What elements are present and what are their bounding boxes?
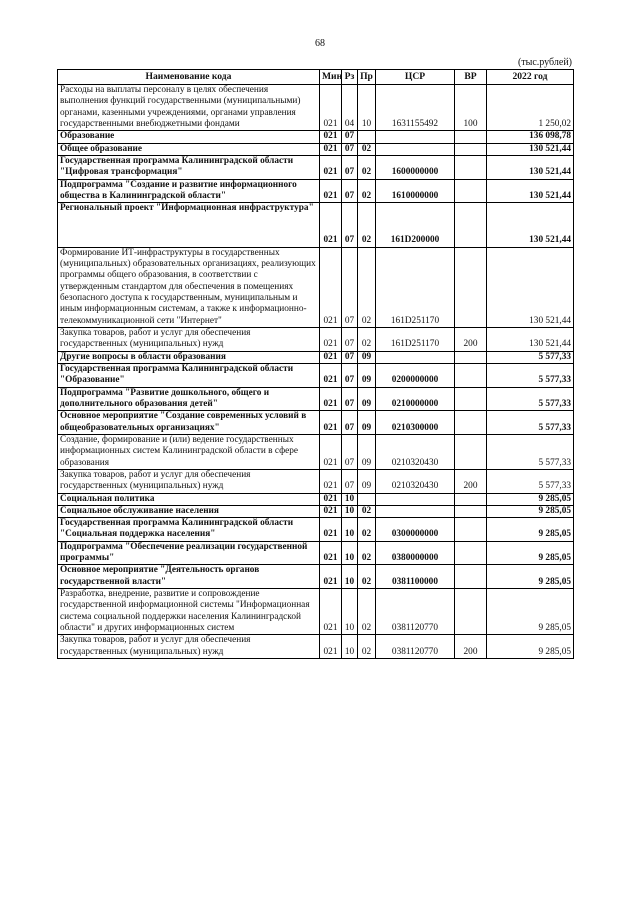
cell-csr [376, 493, 455, 505]
cell-csr: 0210300000 [376, 411, 455, 435]
cell-amount: 9 285,05 [487, 635, 574, 659]
cell-min: 021 [320, 131, 342, 143]
cell-min: 021 [320, 469, 342, 493]
cell-vr [455, 179, 487, 203]
cell-csr: 0381100000 [376, 565, 455, 589]
cell-min: 021 [320, 85, 342, 131]
cell-min: 021 [320, 635, 342, 659]
cell-name: Государственная программа Калининградской области "Цифровая трансформация" [58, 155, 320, 179]
cell-csr: 161D251170 [376, 327, 455, 351]
cell-rz: 10 [342, 541, 358, 565]
cell-min: 021 [320, 363, 342, 387]
cell-pr: 10 [358, 85, 376, 131]
header-pr: Пр [358, 70, 376, 85]
cell-pr [358, 131, 376, 143]
cell-name: Закупка товаров, работ и услуг для обеспечения государственных (муниципальных) нужд [58, 327, 320, 351]
cell-csr: 0210320430 [376, 469, 455, 493]
table-row [58, 203, 574, 247]
cell-pr: 02 [358, 203, 376, 247]
header-csr: ЦСР [376, 70, 455, 85]
cell-csr: 1600000000 [376, 155, 455, 179]
cell-pr: 09 [358, 411, 376, 435]
cell-amount: 5 577,33 [487, 351, 574, 363]
cell-name: Образование [58, 131, 320, 143]
cell-min: 021 [320, 411, 342, 435]
cell-min: 021 [320, 541, 342, 565]
cell-min: 021 [320, 589, 342, 635]
cell-rz: 10 [342, 518, 358, 542]
budget-table [57, 69, 574, 659]
cell-name: Общее образование [58, 143, 320, 155]
cell-amount: 9 285,05 [487, 589, 574, 635]
cell-min: 021 [320, 203, 342, 247]
cell-amount: 1 250,02 [487, 85, 574, 131]
cell-rz: 04 [342, 85, 358, 131]
cell-vr [455, 143, 487, 155]
cell-rz: 07 [342, 327, 358, 351]
cell-vr [455, 247, 487, 327]
table-row [58, 565, 574, 589]
cell-amount: 5 577,33 [487, 387, 574, 411]
cell-vr: 200 [455, 327, 487, 351]
cell-vr [455, 203, 487, 247]
table-row [58, 493, 574, 505]
table-row [58, 635, 574, 659]
cell-csr: 161D251170 [376, 247, 455, 327]
cell-amount: 136 098,78 [487, 131, 574, 143]
cell-csr: 0200000000 [376, 363, 455, 387]
cell-amount: 130 521,44 [487, 143, 574, 155]
cell-rz: 10 [342, 493, 358, 505]
cell-name: Социальное обслуживание населения [58, 505, 320, 517]
cell-amount: 9 285,05 [487, 518, 574, 542]
cell-amount: 9 285,05 [487, 541, 574, 565]
cell-pr: 02 [358, 589, 376, 635]
cell-rz: 07 [342, 155, 358, 179]
cell-pr: 02 [358, 155, 376, 179]
table-row [58, 505, 574, 517]
cell-pr: 02 [358, 565, 376, 589]
cell-pr: 02 [358, 635, 376, 659]
cell-amount: 9 285,05 [487, 565, 574, 589]
cell-amount: 9 285,05 [487, 505, 574, 517]
cell-rz: 07 [342, 143, 358, 155]
cell-rz: 07 [342, 387, 358, 411]
cell-csr: 0380000000 [376, 541, 455, 565]
cell-csr: 0210000000 [376, 387, 455, 411]
table-row [58, 541, 574, 565]
cell-csr: 0381120770 [376, 589, 455, 635]
table-row [58, 179, 574, 203]
cell-pr: 09 [358, 363, 376, 387]
header-min: Мин [320, 70, 342, 85]
cell-min: 021 [320, 434, 342, 469]
table-header-row [58, 70, 574, 85]
cell-min: 021 [320, 505, 342, 517]
cell-vr: 200 [455, 635, 487, 659]
cell-min: 021 [320, 351, 342, 363]
cell-amount: 5 577,33 [487, 434, 574, 469]
table-row [58, 518, 574, 542]
cell-rz: 07 [342, 469, 358, 493]
cell-name: Формирование ИТ-инфраструктуры в государственных (муниципальных) образовательных организациях, реализующих программы общего образования, в соответствии с утвержденным стандартом для обеспечения в помещениях безопасного доступа к государственным, муниципальным и иным информационным системам, а также к информационно-телекоммуникационной сети "Интернет" [58, 247, 320, 327]
table-row [58, 155, 574, 179]
cell-amount: 130 521,44 [487, 155, 574, 179]
cell-rz: 10 [342, 635, 358, 659]
header-vr: ВР [455, 70, 487, 85]
header-rz: Рз [342, 70, 358, 85]
cell-name: Создание, формирование и (или) ведение государственных информационных систем Калининградской области в сфере образования [58, 434, 320, 469]
cell-name: Другие вопросы в области образования [58, 351, 320, 363]
cell-min: 021 [320, 493, 342, 505]
cell-csr: 1631155492 [376, 85, 455, 131]
header-name: Наименование кода [58, 70, 320, 85]
cell-rz: 07 [342, 363, 358, 387]
table-body [58, 85, 574, 659]
cell-rz: 07 [342, 203, 358, 247]
cell-name: Основное мероприятие "Создание современных условий в общеобразовательных организациях" [58, 411, 320, 435]
table-row [58, 247, 574, 327]
cell-min: 021 [320, 179, 342, 203]
cell-min: 021 [320, 327, 342, 351]
cell-vr [455, 505, 487, 517]
cell-csr: 0381120770 [376, 635, 455, 659]
table-row [58, 85, 574, 131]
unit-note: (тыс.рублей) [517, 57, 572, 68]
table-row [58, 131, 574, 143]
cell-vr [455, 411, 487, 435]
cell-name: Региональный проект "Информационная инфраструктура" [58, 203, 320, 247]
table-row [58, 589, 574, 635]
header-year: 2022 год [487, 70, 574, 85]
cell-pr: 02 [358, 518, 376, 542]
cell-min: 021 [320, 565, 342, 589]
cell-name: Закупка товаров, работ и услуг для обеспечения государственных (муниципальных) нужд [58, 635, 320, 659]
cell-min: 021 [320, 155, 342, 179]
cell-rz: 10 [342, 505, 358, 517]
page-number: 68 [315, 38, 325, 49]
cell-rz: 07 [342, 411, 358, 435]
cell-amount: 130 521,44 [487, 247, 574, 327]
cell-amount: 130 521,44 [487, 327, 574, 351]
cell-name: Подпрограмма "Развитие дошкольного, общего и дополнительного образования детей" [58, 387, 320, 411]
table-row [58, 387, 574, 411]
cell-rz: 07 [342, 179, 358, 203]
cell-name: Социальная политика [58, 493, 320, 505]
cell-min: 021 [320, 247, 342, 327]
cell-csr: 161D200000 [376, 203, 455, 247]
cell-min: 021 [320, 387, 342, 411]
cell-amount: 5 577,33 [487, 411, 574, 435]
table-row [58, 143, 574, 155]
cell-vr [455, 351, 487, 363]
cell-amount: 5 577,33 [487, 363, 574, 387]
cell-min: 021 [320, 518, 342, 542]
cell-pr: 09 [358, 351, 376, 363]
table-row [58, 363, 574, 387]
cell-name: Подпрограмма "Обеспечение реализации государственной программы" [58, 541, 320, 565]
table-row [58, 469, 574, 493]
table-row [58, 411, 574, 435]
cell-pr: 02 [358, 541, 376, 565]
cell-amount: 130 521,44 [487, 203, 574, 247]
cell-vr [455, 589, 487, 635]
cell-name: Разработка, внедрение, развитие и сопровождение государственной информационной системы "Информационная система социальной поддержки населения Калининградской области" и других информационных систем [58, 589, 320, 635]
table-row [58, 327, 574, 351]
cell-rz: 10 [342, 589, 358, 635]
cell-vr [455, 387, 487, 411]
cell-vr [455, 363, 487, 387]
table-row [58, 351, 574, 363]
cell-pr: 09 [358, 434, 376, 469]
cell-name: Закупка товаров, работ и услуг для обеспечения государственных (муниципальных) нужд [58, 469, 320, 493]
cell-vr [455, 493, 487, 505]
cell-min: 021 [320, 143, 342, 155]
cell-csr [376, 143, 455, 155]
cell-amount: 130 521,44 [487, 179, 574, 203]
cell-pr: 09 [358, 387, 376, 411]
cell-csr [376, 505, 455, 517]
cell-vr [455, 155, 487, 179]
cell-amount: 5 577,33 [487, 469, 574, 493]
cell-vr [455, 518, 487, 542]
cell-pr: 02 [358, 179, 376, 203]
cell-vr [455, 541, 487, 565]
cell-csr [376, 131, 455, 143]
table-row [58, 434, 574, 469]
cell-pr [358, 493, 376, 505]
cell-pr: 02 [358, 327, 376, 351]
cell-pr: 02 [358, 247, 376, 327]
cell-vr [455, 434, 487, 469]
cell-rz: 10 [342, 565, 358, 589]
cell-csr [376, 351, 455, 363]
cell-rz: 07 [342, 131, 358, 143]
cell-pr: 02 [358, 143, 376, 155]
cell-name: Подпрограмма "Создание и развитие информационного общества в Калининградской области" [58, 179, 320, 203]
cell-vr [455, 131, 487, 143]
cell-amount: 9 285,05 [487, 493, 574, 505]
cell-rz: 07 [342, 247, 358, 327]
cell-vr: 200 [455, 469, 487, 493]
cell-pr: 02 [358, 505, 376, 517]
cell-vr: 100 [455, 85, 487, 131]
cell-rz: 07 [342, 351, 358, 363]
cell-name: Государственная программа Калининградской области "Социальная поддержка населения" [58, 518, 320, 542]
cell-name: Государственная программа Калининградской области "Образование" [58, 363, 320, 387]
cell-pr: 09 [358, 469, 376, 493]
cell-csr: 0300000000 [376, 518, 455, 542]
cell-csr: 0210320430 [376, 434, 455, 469]
cell-rz: 07 [342, 434, 358, 469]
cell-name: Основное мероприятие "Деятельность органов государственной власти" [58, 565, 320, 589]
cell-name: Расходы на выплаты персоналу в целях обеспечения выполнения функций государственными (муниципальными) органами, казенными учреждениями, органами управления государственными внебюджетными фондами [58, 85, 320, 131]
cell-csr: 1610000000 [376, 179, 455, 203]
cell-vr [455, 565, 487, 589]
